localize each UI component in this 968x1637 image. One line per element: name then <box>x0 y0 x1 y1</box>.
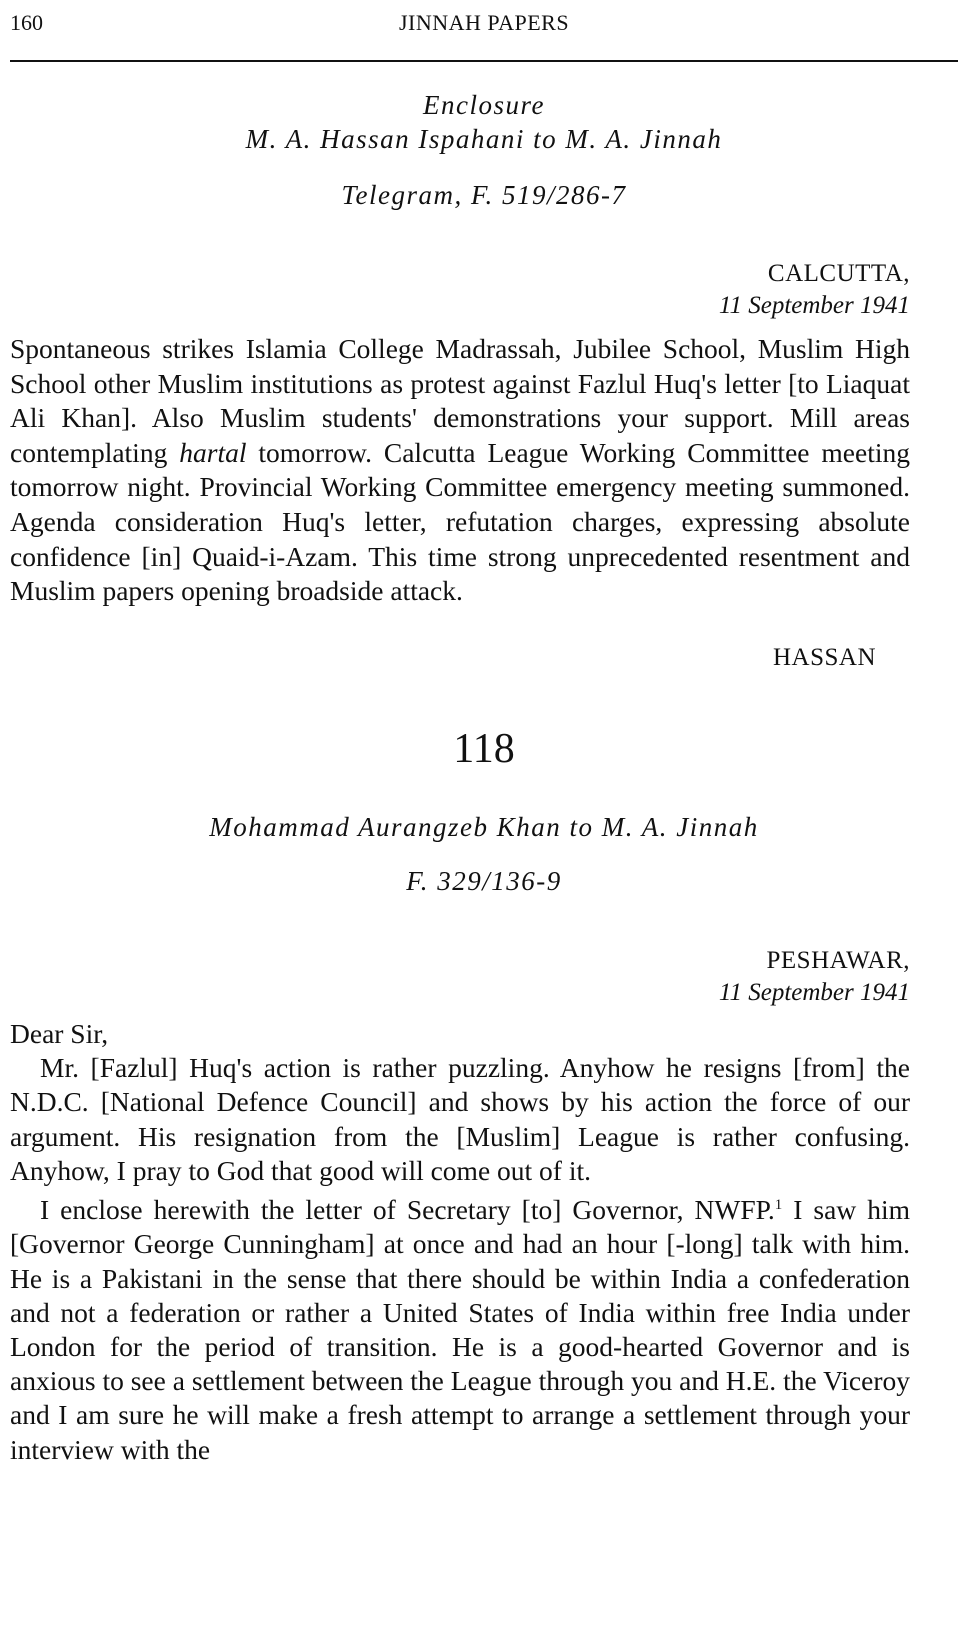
paragraph-2-rest: I saw him [Governor George Cunningham] at once and had an hour [-long] talk with him. He is a Pakistani in the sense that there should be within India a confederation and not a federation or rather a United States of India within free India under London for the period of transition. He is a good-hearted Governor and is anxious to see a settlement between the League through you and H.E. the Viceroy and I am sure he will make a fresh attempt to arrange a settlement through your interview with the <box>10 1194 910 1465</box>
document-title: Mohammad Aurangzeb Khan to M. A. Jinnah <box>209 812 759 842</box>
salutation: Dear Sir, <box>10 1018 109 1049</box>
document-date: 11 September 1941 <box>718 979 910 1006</box>
paragraph-1: Mr. [Fazlul] Huq's action is rather puzzling. Anyhow he resigns [from] the N.D.C. [National Defence Council] and shows by his action the force of our argument. His resignation from the [Muslim] League is rather confusing. Anyhow, I pray to God that good will come out of it. <box>10 1052 910 1186</box>
page-header <box>0 0 968 66</box>
document-reference: F. 329/136-9 <box>406 866 562 896</box>
enclosure-reference: Telegram, F. 519/286-7 <box>341 180 627 210</box>
page-number: 160 <box>10 10 43 35</box>
header-rule <box>10 60 958 62</box>
enclosure-signature: HASSAN <box>772 644 876 671</box>
footnote-marker: 1 <box>774 1197 783 1214</box>
enclosure-title: M. A. Hassan Ispahani to M. A. Jinnah <box>245 124 723 154</box>
italic-term: hartal <box>179 436 247 468</box>
document-number: 118 <box>453 726 515 772</box>
enclosure-date: 11 September 1941 <box>718 292 910 319</box>
paragraph-2-start: I enclose herewith the letter of Secretary [to] Governor, NWFP. <box>40 1194 775 1226</box>
enclosure-telegram-body: Spontaneous strikes Islamia College Madrassah, Jubilee School, Muslim High School other Muslim institutions as protest against Fazlul Huq's letter [to Liaquat Ali Khan]. Also Muslim students' demonstrations your support. Mill areas contemplating hartal tomorrow. Calcutta League Working Committee meeting tomorrow night. Provincial Working Committee emergency meeting summoned. Agenda consideration Huq's letter, refutation charges, expressing absolute confidence [in] Quaid-i-Azam. This time strong unprecedented resentment and Muslim papers opening broadside attack. <box>10 333 910 607</box>
letter-body <box>10 1017 910 1467</box>
document-place: PESHAWAR, <box>766 947 910 974</box>
running-head: JINNAH PAPERS <box>398 10 570 35</box>
enclosure-label: Enclosure <box>423 90 545 120</box>
enclosure-place: CALCUTTA, <box>767 260 910 287</box>
